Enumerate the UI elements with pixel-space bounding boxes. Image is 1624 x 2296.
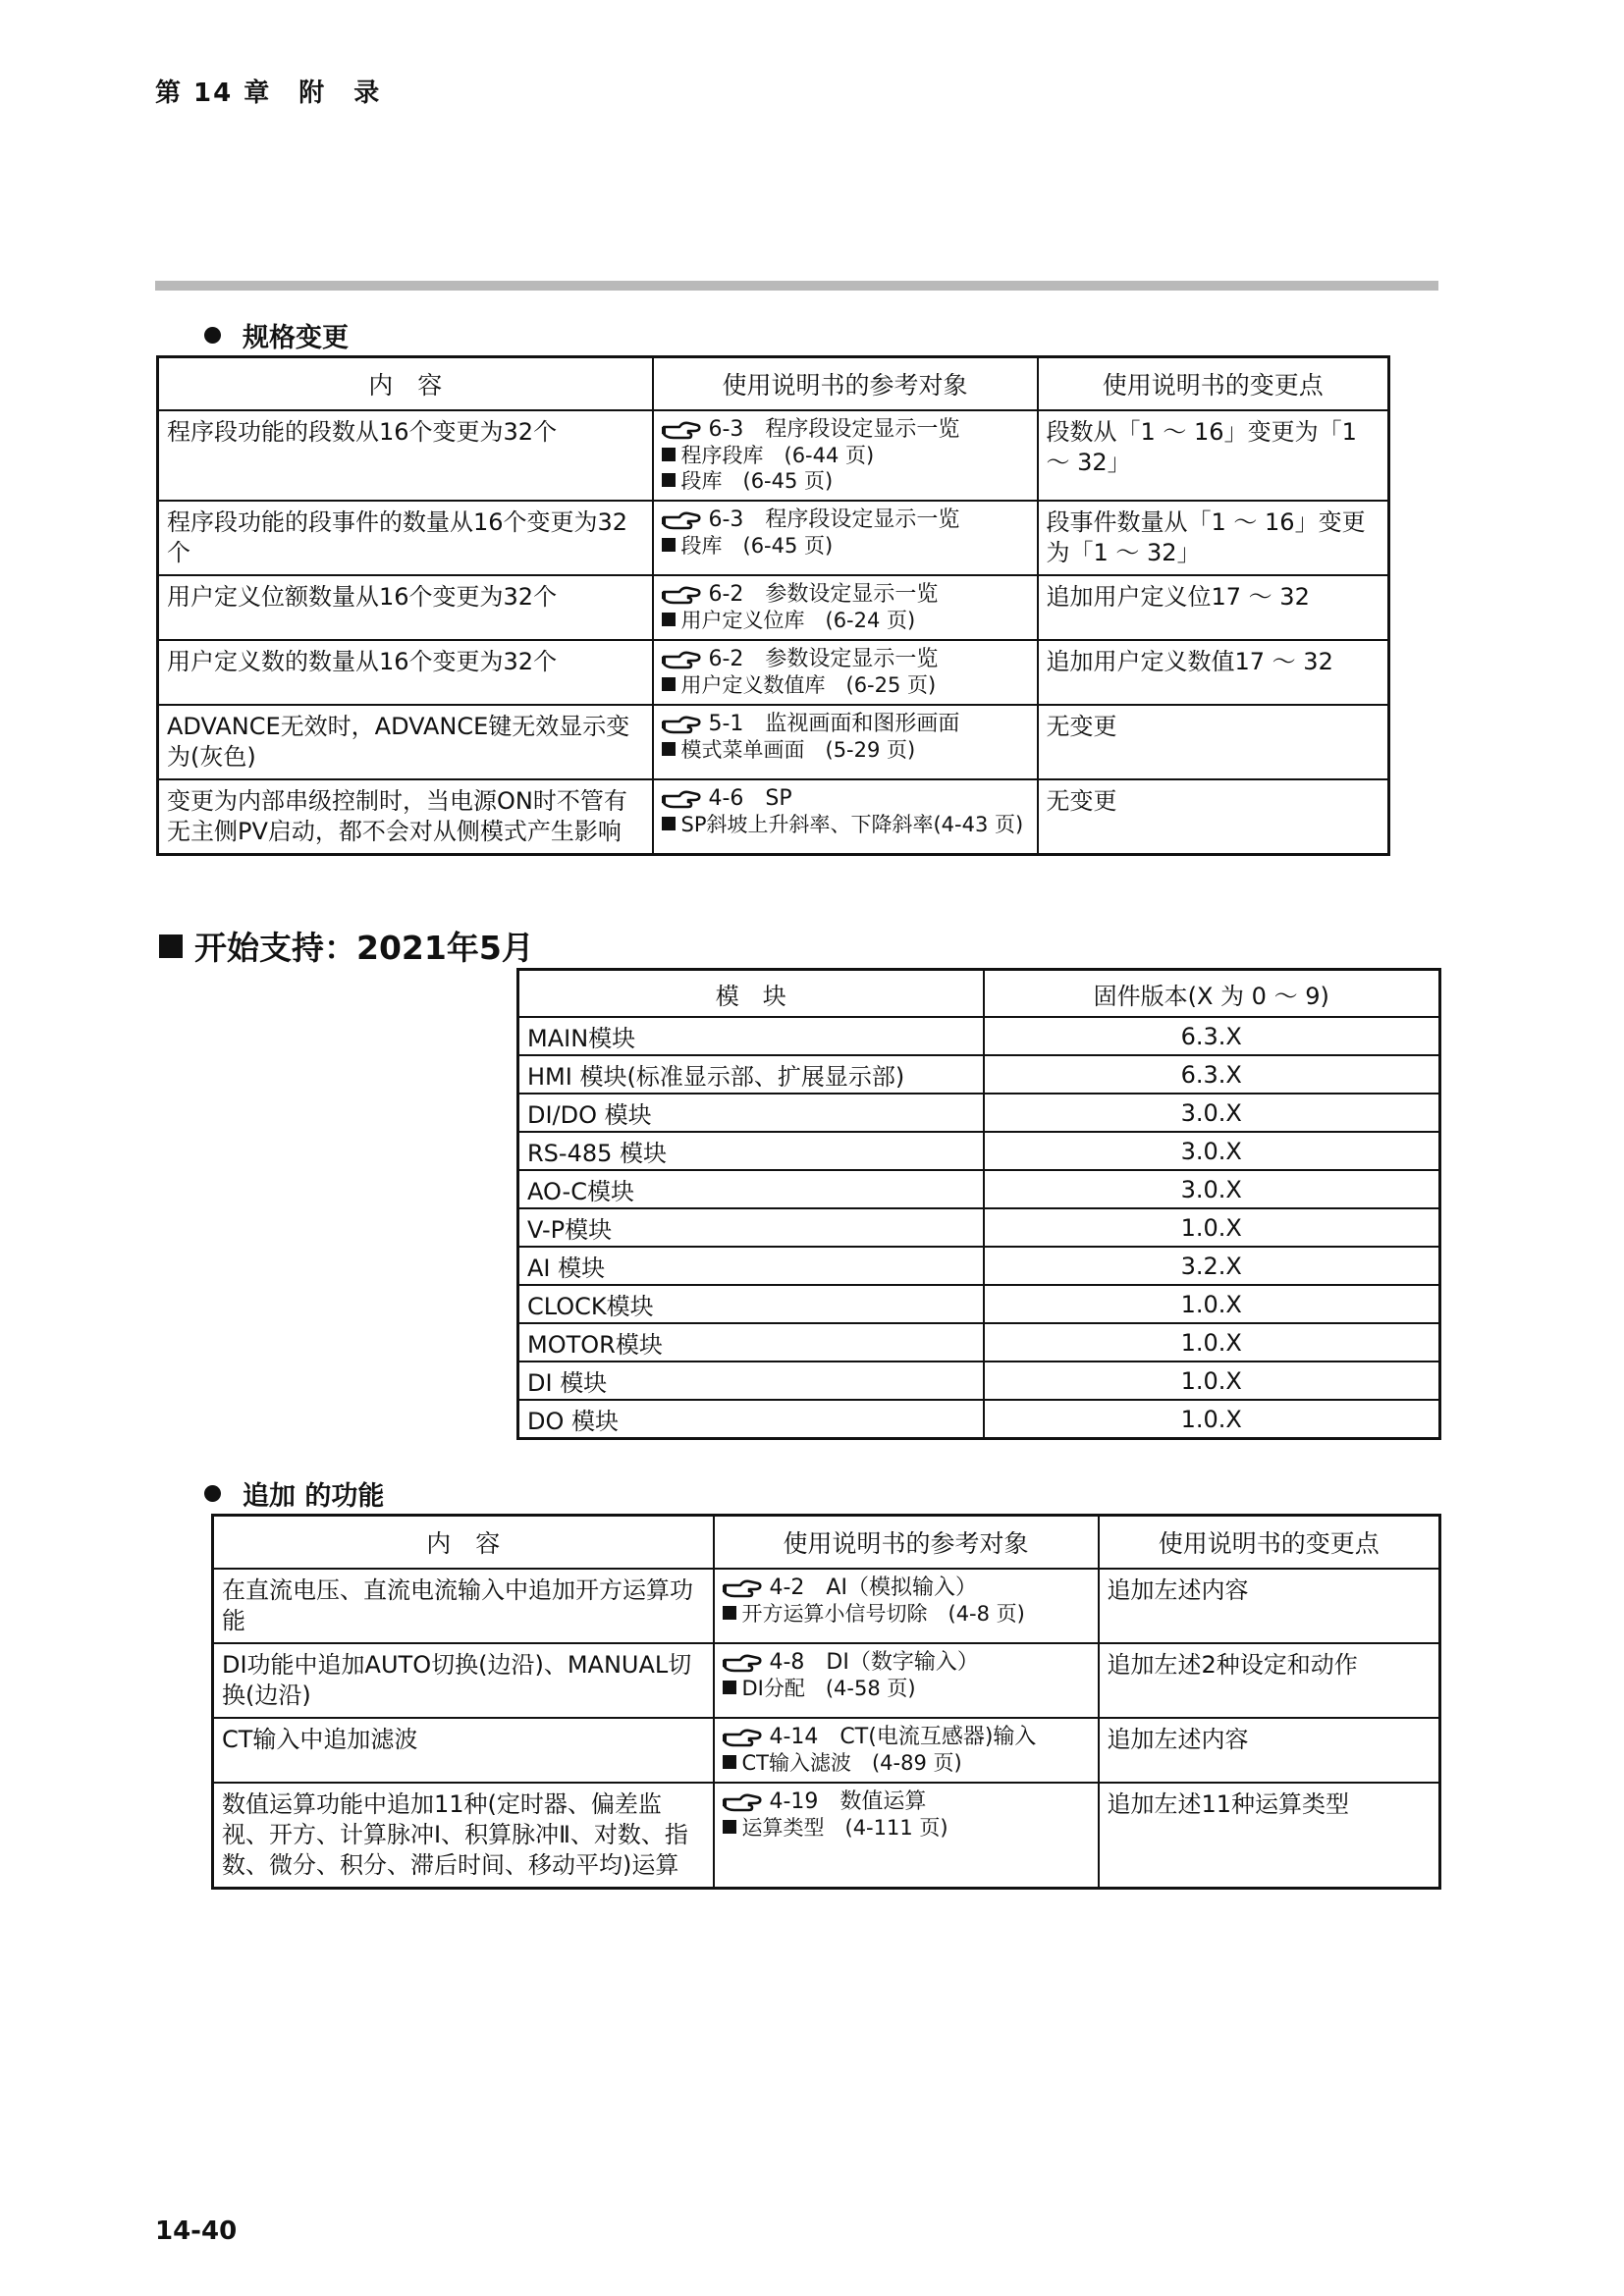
reference-title: 4-6 SP [708, 786, 792, 811]
content-cell [213, 1718, 714, 1783]
module-name: DI 模块 [518, 1362, 984, 1400]
change-cell [1099, 1643, 1440, 1718]
pointing-hand-icon [723, 1651, 762, 1675]
reference-link[interactable] [723, 1789, 1090, 1815]
reference-title: 6-3 程序段设定显示一览 [708, 507, 960, 532]
pointing-hand-icon [662, 508, 701, 532]
content-text: ADVANCE无效时，ADVANCE键无效显示变为(灰色) [167, 713, 630, 771]
reference-subitem [662, 468, 1029, 494]
change-cell [1099, 1783, 1440, 1889]
table-row [158, 705, 1389, 779]
reference-subitem-text: 用户定义数值库 (6-25 页) [680, 673, 937, 697]
reference-subitem [662, 533, 1029, 559]
module-name: MOTOR模块 [518, 1323, 984, 1362]
reference-subitem [662, 737, 1029, 763]
reference-subitem [662, 812, 1029, 837]
change-text: 无变更 [1046, 787, 1117, 815]
module-name: DI/DO 模块 [518, 1094, 984, 1132]
content-text: 程序段功能的段数从16个变更为32个 [167, 418, 558, 446]
content-cell [158, 410, 653, 501]
change-cell [1038, 779, 1389, 855]
firmware-version: 6.3.X [984, 1055, 1440, 1094]
column-header: 使用说明书的变更点 [1099, 1516, 1440, 1570]
reference-link[interactable] [662, 712, 1029, 737]
reference-subitem [662, 608, 1029, 633]
change-cell [1038, 410, 1389, 501]
square-bullet-icon [662, 448, 676, 461]
table-row [213, 1718, 1440, 1783]
content-cell [158, 705, 653, 779]
firmware-version: 1.0.X [984, 1323, 1440, 1362]
content-text: DI功能中追加AUTO切换(边沿)、MANUAL切换(边沿) [222, 1651, 692, 1709]
reference-subitem [723, 1601, 1090, 1627]
firmware-version: 1.0.X [984, 1285, 1440, 1323]
table-row [158, 501, 1389, 575]
reference-title: 4-19 数值运算 [769, 1789, 927, 1814]
pointing-hand-icon [723, 1790, 762, 1814]
reference-title: 4-14 CT(电流互感器)输入 [769, 1725, 1037, 1749]
module-name: V-P模块 [518, 1208, 984, 1247]
reference-subitem [723, 1750, 1090, 1776]
reference-link[interactable] [662, 582, 1029, 608]
reference-subitem-text: 段库 (6-45 页) [680, 469, 834, 493]
content-cell [158, 575, 653, 640]
reference-subitem [662, 672, 1029, 698]
change-text: 追加左述内容 [1107, 1726, 1249, 1753]
reference-subitem [723, 1815, 1090, 1841]
column-header: 使用说明书的参考对象 [653, 357, 1038, 411]
column-header: 固件版本(X 为 0 ～ 9) [984, 970, 1440, 1018]
reference-cell [714, 1783, 1099, 1889]
reference-link[interactable] [662, 786, 1029, 812]
reference-subitem-text: 开方运算小信号切除 (4-8 页) [741, 1602, 1025, 1626]
firmware-version: 3.2.X [984, 1247, 1440, 1285]
change-cell [1099, 1718, 1440, 1783]
reference-link[interactable] [662, 507, 1029, 533]
reference-subitem-text: CT输入滤波 (4-89 页) [741, 1751, 962, 1775]
bullet-dot-icon [204, 327, 221, 344]
reference-subitem-text: 运算类型 (4-111 页) [741, 1816, 948, 1840]
table-row [158, 410, 1389, 501]
content-cell [213, 1643, 714, 1718]
change-text: 追加左述11种运算类型 [1107, 1790, 1350, 1818]
reference-cell [653, 501, 1038, 575]
content-cell [158, 501, 653, 575]
content-cell [158, 640, 653, 705]
reference-title: 4-8 DI（数字输入） [769, 1650, 979, 1675]
table-row [518, 1132, 1440, 1170]
change-cell [1099, 1569, 1440, 1643]
reference-cell [714, 1643, 1099, 1718]
page-number: 14-40 [155, 2216, 238, 2246]
change-cell [1038, 705, 1389, 779]
chapter-title: 第 14 章 附 录 [155, 79, 382, 108]
table-row [518, 1247, 1440, 1285]
reference-link[interactable] [723, 1650, 1090, 1676]
reference-subitem [723, 1676, 1090, 1701]
pointing-hand-icon [662, 418, 701, 442]
square-bullet-icon [662, 473, 676, 487]
content-text: 用户定义位额数量从16个变更为32个 [167, 583, 558, 611]
table-row [518, 1055, 1440, 1094]
pointing-hand-icon [723, 1726, 762, 1749]
reference-subitem-text: 用户定义位库 (6-24 页) [680, 609, 916, 632]
content-cell [213, 1569, 714, 1643]
support-heading [159, 923, 534, 969]
square-bullet-icon [723, 1606, 736, 1620]
table-row [213, 1783, 1440, 1889]
table-row [158, 779, 1389, 855]
pointing-hand-icon [662, 713, 701, 736]
pointing-hand-icon [662, 583, 701, 607]
reference-link[interactable] [723, 1725, 1090, 1750]
pointing-hand-icon [662, 787, 701, 811]
content-text: 程序段功能的段事件的数量从16个变更为32个 [167, 508, 628, 566]
square-bullet-icon [723, 1820, 736, 1834]
firmware-version: 6.3.X [984, 1017, 1440, 1055]
reference-subitem-text: SP斜坡上升斜率、下降斜率(4-43 页) [680, 813, 1024, 836]
firmware-version: 1.0.X [984, 1400, 1440, 1439]
module-name: AI 模块 [518, 1247, 984, 1285]
reference-link[interactable] [662, 647, 1029, 672]
table-row [213, 1643, 1440, 1718]
content-text: 变更为内部串级控制时，当电源ON时不管有无主侧PV启动，都不会对从侧模式产生影响 [167, 787, 627, 845]
module-name: AO-C模块 [518, 1170, 984, 1208]
reference-link[interactable] [723, 1575, 1090, 1601]
column-header: 内 容 [213, 1516, 714, 1570]
square-bullet-icon [662, 742, 676, 756]
reference-subitem-text: 模式菜单画面 (5-29 页) [680, 738, 916, 762]
column-header: 内 容 [158, 357, 653, 411]
header-rule [155, 281, 1438, 291]
firmware-version: 3.0.X [984, 1170, 1440, 1208]
reference-subitem [662, 443, 1029, 468]
table-row [518, 1208, 1440, 1247]
reference-cell [653, 410, 1038, 501]
content-text: 用户定义数的数量从16个变更为32个 [167, 648, 558, 675]
table-row [518, 1362, 1440, 1400]
change-cell [1038, 575, 1389, 640]
table-row [518, 1094, 1440, 1132]
column-header: 使用说明书的变更点 [1038, 357, 1389, 411]
change-text: 追加用户定义位17 ～ 32 [1046, 583, 1310, 611]
table-header-row [213, 1516, 1440, 1570]
table-row [518, 1170, 1440, 1208]
change-text: 无变更 [1046, 713, 1117, 740]
reference-subitem-text: DI分配 (4-58 页) [741, 1677, 916, 1700]
added-functions-table [211, 1514, 1441, 1890]
reference-title: 6-2 参数设定显示一览 [708, 582, 939, 607]
square-bullet-icon [723, 1681, 736, 1694]
table-row [518, 1400, 1440, 1439]
reference-link[interactable] [662, 417, 1029, 443]
module-name: CLOCK模块 [518, 1285, 984, 1323]
content-text: 在直流电压、直流电流输入中追加开方运算功能 [222, 1576, 693, 1634]
table-row [158, 575, 1389, 640]
pointing-hand-icon [662, 648, 701, 671]
reference-subitem-text: 程序段库 (6-44 页) [680, 444, 875, 467]
spec-change-heading [204, 316, 349, 354]
column-header: 使用说明书的参考对象 [714, 1516, 1099, 1570]
added-functions-heading [204, 1474, 384, 1513]
table-row [518, 1017, 1440, 1055]
table-row [213, 1569, 1440, 1643]
pointing-hand-icon [723, 1576, 762, 1600]
column-header: 模 块 [518, 970, 984, 1018]
reference-cell [714, 1569, 1099, 1643]
added-functions-heading-text: 追加 的功能 [243, 1481, 385, 1512]
change-text: 追加用户定义数值17 ～ 32 [1046, 648, 1333, 675]
reference-cell [653, 575, 1038, 640]
reference-title: 5-1 监视画面和图形画面 [708, 712, 960, 736]
content-text: CT输入中追加滤波 [222, 1726, 418, 1753]
spec-change-heading-text: 规格变更 [243, 323, 349, 353]
change-text: 段数从「1 ～ 16」变更为「1 ～ 32」 [1046, 418, 1357, 476]
table-row [518, 1285, 1440, 1323]
square-bullet-icon [662, 613, 676, 626]
reference-cell [653, 779, 1038, 855]
reference-title: 4-2 AI（模拟输入） [769, 1575, 977, 1600]
reference-cell [714, 1718, 1099, 1783]
square-bullet-icon [159, 934, 183, 958]
square-bullet-icon [662, 677, 676, 691]
module-name: DO 模块 [518, 1400, 984, 1439]
spec-change-table [156, 355, 1390, 856]
change-text: 段事件数量从「1 ～ 16」变更为「1 ～ 32」 [1046, 508, 1366, 566]
square-bullet-icon [662, 538, 676, 552]
bullet-dot-icon [204, 1485, 221, 1502]
content-text: 数值运算功能中追加11种(定时器、偏差监视、开方、计算脉冲Ⅰ、积算脉冲Ⅱ、对数、指数、微分、积分、滞后时间、移动平均)运算 [222, 1790, 688, 1879]
table-row [518, 1323, 1440, 1362]
reference-cell [653, 705, 1038, 779]
reference-title: 6-3 程序段设定显示一览 [708, 417, 960, 442]
square-bullet-icon [662, 817, 676, 830]
firmware-version: 3.0.X [984, 1132, 1440, 1170]
content-cell [158, 779, 653, 855]
firmware-version-table [516, 968, 1441, 1440]
module-name: HMI 模块(标准显示部、扩展显示部) [518, 1055, 984, 1094]
module-name: MAIN模块 [518, 1017, 984, 1055]
firmware-version: 1.0.X [984, 1208, 1440, 1247]
support-heading-text: 开始支持：2021年5月 [194, 929, 534, 967]
change-cell [1038, 640, 1389, 705]
table-row [158, 640, 1389, 705]
firmware-version: 3.0.X [984, 1094, 1440, 1132]
change-text: 追加左述内容 [1107, 1576, 1249, 1604]
reference-title: 6-2 参数设定显示一览 [708, 647, 939, 671]
firmware-version: 1.0.X [984, 1362, 1440, 1400]
reference-subitem-text: 段库 (6-45 页) [680, 534, 834, 558]
content-cell [213, 1783, 714, 1889]
reference-cell [653, 640, 1038, 705]
change-text: 追加左述2种设定和动作 [1107, 1651, 1358, 1679]
change-cell [1038, 501, 1389, 575]
module-name: RS-485 模块 [518, 1132, 984, 1170]
table-header-row [518, 970, 1440, 1018]
table-header-row [158, 357, 1389, 411]
square-bullet-icon [723, 1755, 736, 1769]
